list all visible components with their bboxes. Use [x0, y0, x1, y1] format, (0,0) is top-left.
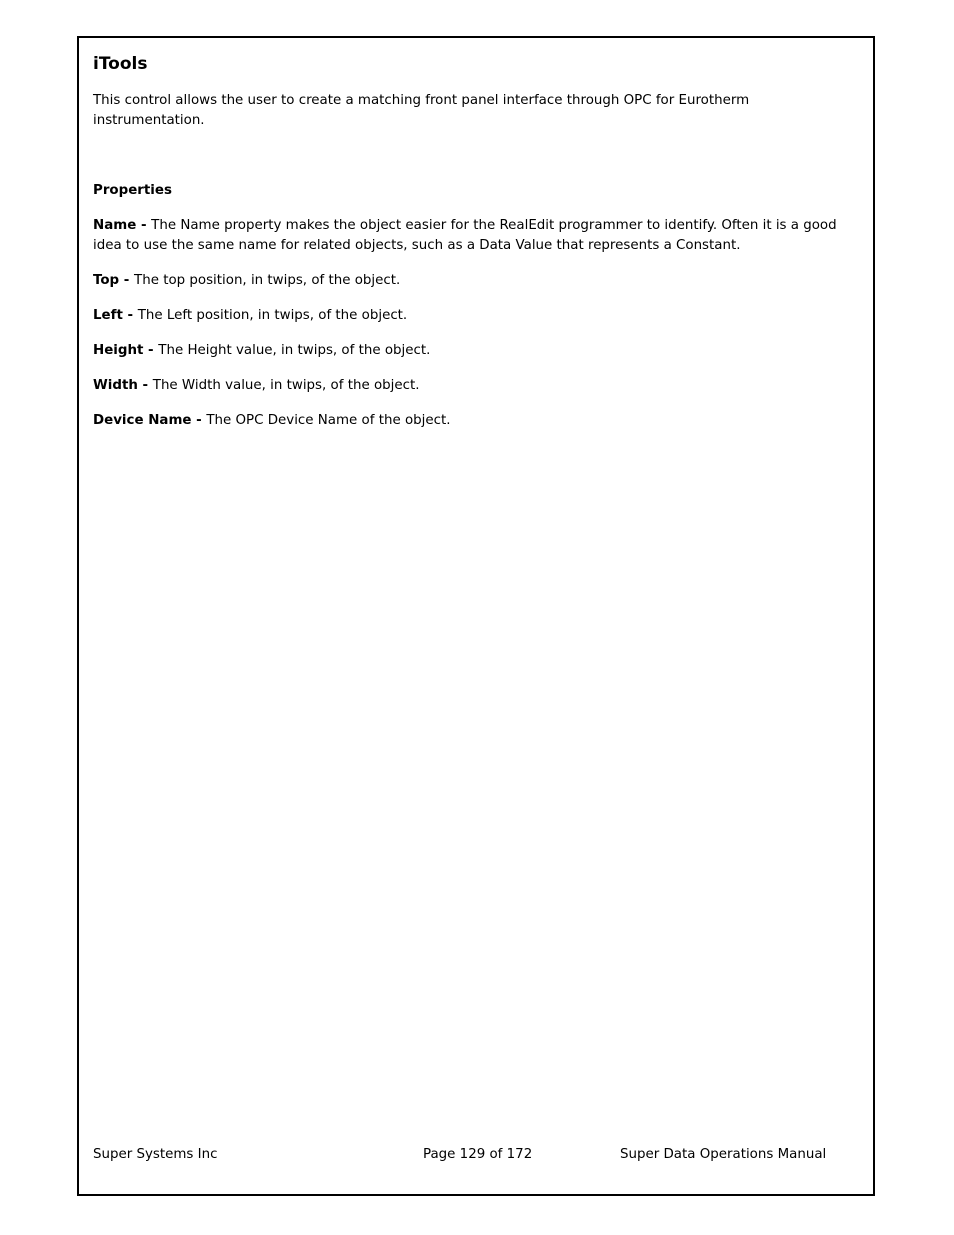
property-description: The Name property makes the object easier for the RealEdit programmer to identify. Often it is a good idea to use the same name for related objects, such as a Data Value that represents a Constant.: [93, 218, 837, 253]
property-term: Left -: [93, 308, 138, 323]
property-left: [93, 306, 858, 326]
properties-heading: Properties: [93, 183, 172, 198]
property-term: Width -: [93, 378, 153, 393]
property-term: Device Name -: [93, 413, 207, 428]
footer-manual-title: Super Data Operations Manual: [620, 1147, 827, 1162]
property-description: The Left position, in twips, of the object.: [137, 308, 408, 323]
property-top: [93, 271, 858, 291]
property-name: [93, 216, 858, 256]
property-device-name: [93, 411, 858, 431]
property-description: The Height value, in twips, of the object.: [158, 343, 431, 358]
property-description: The top position, in twips, of the object.: [134, 273, 401, 288]
page-title: iTools: [93, 54, 148, 74]
property-term: Name -: [93, 218, 152, 233]
property-term: Top -: [93, 273, 135, 288]
property-width: [93, 376, 858, 396]
property-description: The Width value, in twips, of the object.: [152, 378, 420, 393]
property-height: [93, 341, 858, 361]
property-term: Height -: [93, 343, 159, 358]
footer-page-number: Page 129 of 172: [423, 1147, 533, 1162]
page-content: [93, 52, 858, 431]
property-description: The OPC Device Name of the object.: [206, 413, 451, 428]
footer-company: Super Systems Inc: [93, 1147, 218, 1162]
intro-paragraph: This control allows the user to create a matching front panel interface through OPC for Eurotherm instrumentation.: [93, 93, 750, 128]
